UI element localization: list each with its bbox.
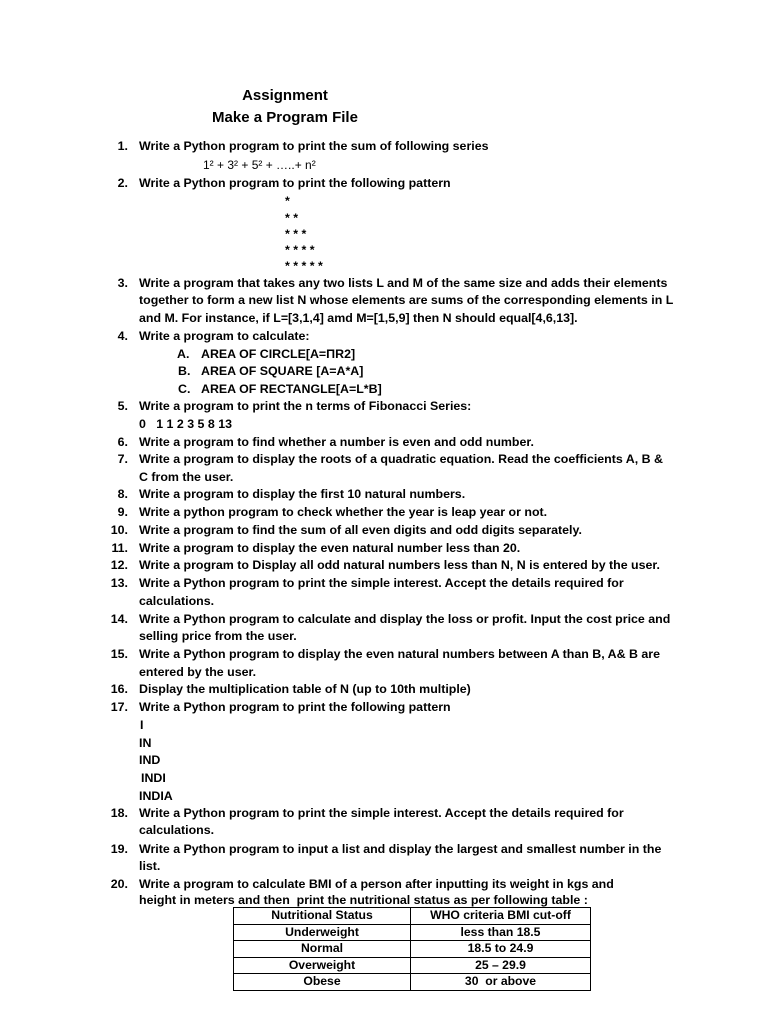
table-header-cell: Nutritional Status bbox=[234, 908, 411, 925]
pattern-line: INDIA bbox=[139, 789, 173, 803]
question-number: 6. bbox=[117, 435, 128, 449]
table-row bbox=[234, 957, 591, 974]
question-text: Write a program to find the sum of all even digits and odd digits separately. bbox=[139, 523, 582, 537]
question-number: 20. bbox=[110, 877, 128, 891]
question-text: Display the multiplication table of N (up to 10th multiple) bbox=[139, 682, 471, 696]
question-text: Write a python program to check whether the year is leap year or not. bbox=[139, 505, 548, 519]
sub-item-letter: A. bbox=[177, 347, 190, 361]
question-text: entered by the user. bbox=[139, 665, 257, 679]
question-number: 5. bbox=[117, 399, 128, 413]
question-text: Write a program to display the roots of a quadratic equation. Read the coefficients A, B & bbox=[139, 452, 663, 466]
table-header-cell: WHO criteria BMI cut-off bbox=[411, 908, 591, 925]
pattern-line: INDI bbox=[141, 771, 166, 785]
table-row bbox=[234, 941, 591, 958]
question-number: 19. bbox=[110, 842, 128, 856]
table-cell: 18.5 to 24.9 bbox=[411, 941, 591, 958]
table-cell: Underweight bbox=[234, 924, 411, 941]
question-number: 18. bbox=[110, 806, 128, 820]
pattern-line: * * bbox=[285, 211, 299, 225]
pattern-line: I bbox=[140, 718, 144, 732]
question-number: 11. bbox=[111, 541, 128, 555]
question-text: Write a Python program to calculate and display the loss or profit. Input the cost price and bbox=[139, 612, 671, 626]
table-cell: 30 or above bbox=[411, 974, 591, 991]
question-text: Write a program to calculate BMI of a person after inputting its weight in kgs and bbox=[139, 877, 614, 891]
question-text: together to form a new list N whose elements are sums of the corresponding elements in L bbox=[139, 293, 674, 307]
sub-item-text: AREA OF RECTANGLE[A=L*B] bbox=[201, 382, 382, 396]
question-number: 1. bbox=[117, 139, 128, 153]
question-number: 12. bbox=[110, 558, 128, 572]
question-number: 9. bbox=[117, 505, 128, 519]
pattern-line: * * * * * bbox=[285, 259, 323, 273]
page-title: Assignment bbox=[242, 87, 328, 104]
question-text: Write a Python program to print the simple interest. Accept the details required for bbox=[139, 806, 624, 820]
question-text: Write a Python program to print the following pattern bbox=[139, 700, 451, 714]
table-cell: 25 – 29.9 bbox=[411, 957, 591, 974]
sub-item-text: AREA OF SQUARE [A=A*A] bbox=[201, 364, 364, 378]
table-row bbox=[234, 974, 591, 991]
question-text: Write a Python program to print the simple interest. Accept the details required for bbox=[139, 576, 624, 590]
question-text: height in meters and then print the nutritional status as per following table : bbox=[139, 893, 588, 907]
question-number: 16. bbox=[110, 682, 128, 696]
sub-item-letter: B. bbox=[178, 364, 191, 378]
bmi-table bbox=[233, 907, 591, 991]
question-text: Write a Python program to input a list and display the largest and smallest number in the bbox=[139, 842, 662, 856]
question-number: 7. bbox=[117, 452, 128, 466]
sub-item-text: AREA OF CIRCLE[A=ΠR2] bbox=[201, 347, 356, 361]
table-row bbox=[234, 924, 591, 941]
question-text: Write a Python program to display the even natural numbers between A than B, A& B are bbox=[139, 647, 660, 661]
sub-item-letter: C. bbox=[178, 382, 191, 396]
series-formula: 1² + 3² + 5² + …..+ n² bbox=[203, 158, 316, 172]
question-number: 13. bbox=[110, 576, 128, 590]
question-number: 14. bbox=[110, 612, 128, 626]
question-text: Write a program to calculate: bbox=[139, 329, 310, 343]
question-text: Write a program to find whether a number is even and odd number. bbox=[139, 435, 534, 449]
pattern-line: * * * bbox=[285, 227, 307, 241]
question-text: list. bbox=[139, 859, 161, 873]
table-cell: less than 18.5 bbox=[411, 924, 591, 941]
question-text: calculations. bbox=[139, 594, 215, 608]
pattern-line: IN bbox=[139, 736, 152, 750]
question-number: 17. bbox=[110, 700, 128, 714]
pattern-line: * * * * bbox=[285, 243, 315, 257]
question-text: selling price from the user. bbox=[139, 629, 297, 643]
question-text: Write a program to display the even natural number less than 20. bbox=[139, 541, 521, 555]
pattern-line: IND bbox=[139, 753, 161, 767]
question-text: C from the user. bbox=[139, 470, 234, 484]
question-number: 3. bbox=[117, 276, 128, 290]
table-cell: Obese bbox=[234, 974, 411, 991]
question-number: 2. bbox=[117, 176, 128, 190]
question-number: 15. bbox=[110, 647, 128, 661]
question-text: Write a Python program to print the following pattern bbox=[139, 176, 451, 190]
table-cell: Overweight bbox=[234, 957, 411, 974]
pattern-line: * bbox=[285, 194, 290, 208]
fibonacci-sequence: 0 1 1 2 3 5 8 13 bbox=[139, 417, 233, 431]
question-text: Write a Python program to print the sum of following series bbox=[139, 139, 489, 153]
table-header-row bbox=[234, 908, 591, 925]
table-cell: Normal bbox=[234, 941, 411, 958]
question-text: Write a program that takes any two lists L and M of the same size and adds their elements bbox=[139, 276, 668, 290]
page-subtitle: Make a Program File bbox=[212, 109, 358, 126]
question-text: Write a program to display the first 10 natural numbers. bbox=[139, 487, 466, 501]
question-text: calculations. bbox=[139, 823, 215, 837]
question-number: 10. bbox=[110, 523, 128, 537]
question-number: 8. bbox=[117, 487, 128, 501]
question-text: Write a program to Display all odd natural numbers less than N, N is entered by the user. bbox=[139, 558, 660, 572]
question-number: 4. bbox=[117, 329, 128, 343]
question-text: and M. For instance, if L=[3,1,4] amd M=[1,5,9] then N should equal[4,6,13]. bbox=[139, 311, 578, 325]
question-text: Write a program to print the n terms of Fibonacci Series: bbox=[139, 399, 472, 413]
